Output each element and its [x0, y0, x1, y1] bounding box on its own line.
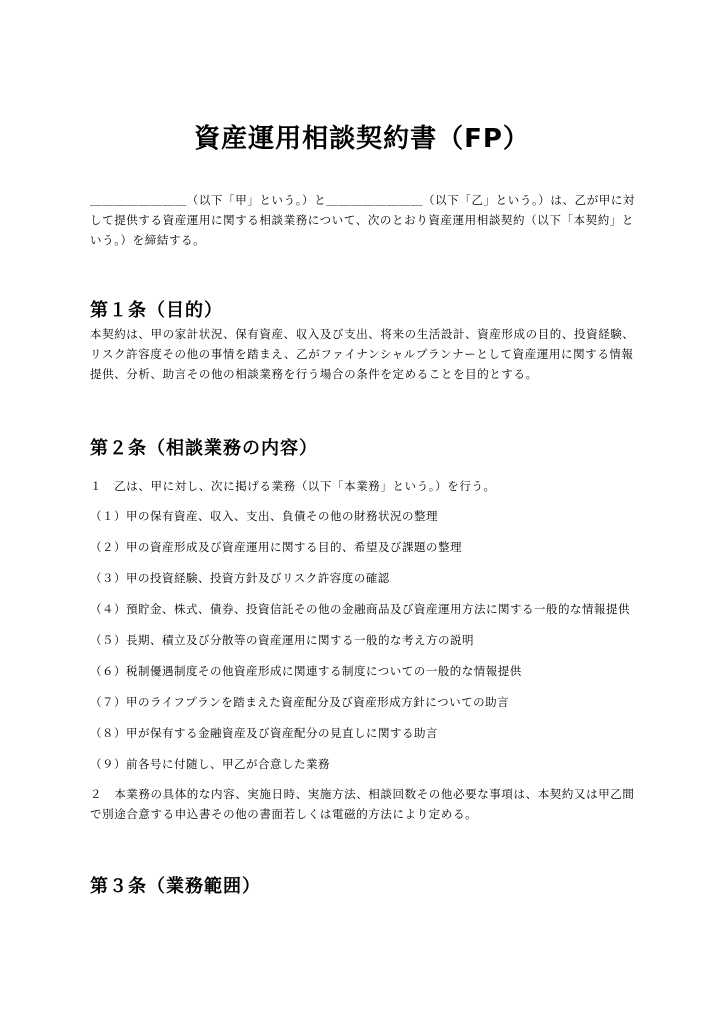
article-2-item-8: （８）甲が保有する金融資産及び資産配分の見直しに関する助言 — [90, 726, 438, 740]
article-2-item-5: （５）長期、積立及び分散等の資産運用に関する一般的な考え方の説明 — [90, 633, 474, 647]
article-2-item-7: （７）甲のライフプランを踏まえた資産配分及び資産形成方針についての助言 — [90, 695, 510, 709]
article-2-heading: 第２条（相談業務の内容） — [90, 438, 318, 459]
article-3-heading: 第３条（業務範囲） — [90, 876, 261, 897]
article-1-heading: 第１条（目的） — [90, 300, 223, 321]
article-2-item-3: （３）甲の投資経験、投資方針及びリスク許容度の確認 — [90, 571, 390, 585]
article-2-item-9: （９）前各号に付随し、甲乙が合意した業務 — [90, 757, 330, 771]
article-2-item-4: （４）預貯金、株式、債券、投資信託その他の金融商品及び資産運用方法に関する一般的な情報提供 — [90, 602, 630, 616]
article-2-item-1: （１）甲の保有資産、収入、支出、負債その他の財務状況の整理 — [90, 509, 438, 523]
document-title: 資産運用相談契約書（FP） — [194, 124, 530, 154]
article-2-item-6: （６）税制優遇制度その他資産形成に関連する制度についての一般的な情報提供 — [90, 664, 522, 678]
article-2-paragraph-2: ２ 本業務の具体的な内容、実施日時、実施方法、相談回数その他必要な事項は、本契約又は甲乙間で別途合意する申込書その他の書面若しくは電磁的方法により定める。 — [90, 787, 635, 821]
article-1-body: 本契約は、甲の家計状況、保有資産、収入及び支出、将来の生活設計、資産形成の目的、投資経験、リスク許容度その他の事情を踏まえ、乙がファイナンシャルプランナーとして資産運用に関する情報提供、分析、助言その他の相談業務を行う場合の条件を定めることを目的とする。 — [90, 327, 635, 381]
article-2-item-2: （２）甲の資産形成及び資産運用に関する目的、希望及び課題の整理 — [90, 540, 462, 554]
preamble-paragraph: ＿＿＿＿＿＿＿＿（以下「甲」という。）と＿＿＿＿＿＿＿＿（以下「乙」という。）は、乙が甲に対して提供する資産運用に関する相談業務について、次のとおり資産運用相談契約（以下「本契約」という。）を締結する。 — [90, 193, 636, 247]
article-2-paragraph-1: １ 乙は、甲に対し、次に掲げる業務（以下「本業務」という。）を行う。 — [90, 479, 496, 493]
